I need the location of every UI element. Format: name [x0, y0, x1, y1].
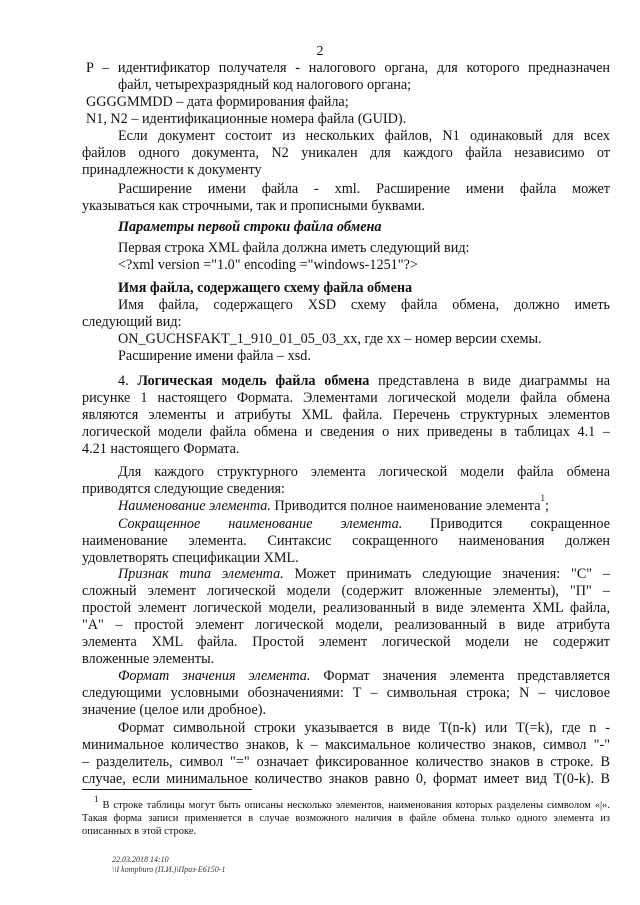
- logic-line-3: являются элементы и атрибуты XML файла. Перечень структурных элементов: [82, 407, 610, 423]
- type-line-4: "А" – простой элемент логической модели, реализованный в виде атрибута: [82, 617, 610, 633]
- name-item-italic: Наименование элемента.: [118, 498, 271, 514]
- symbol-format-line-3: – разделитель, символ "=" означает фиксированное количество знаков в строке. В: [82, 754, 610, 770]
- format-italic: Формат значения элемента.: [118, 668, 311, 684]
- info-line-2: приводятся следующие сведения:: [82, 481, 286, 497]
- name-item-rest: Приводится полное наименование элемента: [270, 498, 541, 514]
- short-word-5: сокращенное: [530, 516, 610, 532]
- symbol-format-line-4: случае, если минимальное количество знаков равно 0, формат имеет вид Т(0-k). В: [82, 771, 610, 787]
- name-item-line: [118, 493, 640, 515]
- short-word-4: Приводится: [430, 516, 503, 532]
- recipient-line-1: P – идентификатор получателя - налогового органа, для которого предназначен: [86, 60, 610, 76]
- schema-line-2: следующий вид:: [82, 314, 182, 330]
- schema-file-name: ON_GUCHSFAKT_1_910_01_05_03_xx, где хх – номер версии схемы.: [118, 331, 542, 347]
- format-line-1-rest: Формат значения элемента представляется: [310, 668, 610, 684]
- short-word-2: наименование: [228, 516, 313, 532]
- logic-line-1: [118, 373, 610, 390]
- extension-line-1: Расширение имени файла - xml. Расширение имени файла может: [118, 181, 610, 197]
- guid-line: N1, N2 – идентификационные номера файла (GUID).: [86, 111, 407, 127]
- print-stamp-date: 22.03.2018 14:10: [112, 855, 169, 864]
- footnote-line-1-text: В строке таблицы могут быть описаны несколько элементов, наименования которых разделены символом «|».: [98, 800, 610, 811]
- short-name-line-2: наименование элемента. Синтаксис сокращенного наименования должен: [82, 533, 610, 549]
- multi-file-line-3: принадлежности к документу: [82, 162, 262, 178]
- recipient-line-2: файл, четырехразрядный код налогового органа;: [118, 77, 412, 93]
- info-line-1: Для каждого структурного элемента логической модели файла обмена: [118, 464, 610, 480]
- page-number: 2: [316, 44, 324, 59]
- name-item-end: ;: [545, 498, 549, 514]
- short-name-line-3: удовлетворять спецификации XML.: [82, 550, 299, 566]
- type-line-2: сложный элемент логической модели (содержит вложенные элементы), "П" –: [82, 583, 610, 599]
- format-line-2: следующими условными обозначениями: Т – символьная строка; N – числовое: [82, 685, 610, 701]
- short-name-line-1: [118, 516, 610, 533]
- multi-file-line-1: Если документ состоит из нескольких файлов, N1 одинаковый для всех: [118, 128, 610, 144]
- format-line-1: [118, 668, 610, 685]
- logic-line-2: рисунке 1 настоящего Формата. Элементами логической модели файла обмена: [82, 390, 610, 406]
- symbol-format-line-1: Формат символьной строки указывается в виде Т(n-k) или Т(=k), где n -: [118, 720, 610, 736]
- footnote-line-2: Такая форма записи применяется в случае возможного наличия в файле обмена только одного элемента из: [82, 813, 610, 824]
- symbol-format-line-2: минимальное количество знаков, k – максимальное количество знаков, символ "-": [82, 737, 610, 753]
- footnote-divider: [82, 789, 252, 790]
- type-line-5: элемента XML файла. Простой элемент логической модели не содержит: [82, 634, 610, 650]
- schema-heading: Имя файла, содержащего схему файла обмена: [118, 280, 413, 296]
- date-line: GGGGMMDD – дата формирования файла;: [86, 94, 349, 110]
- logic-bold-term: Логическая модель файла обмена: [137, 373, 370, 389]
- type-line-1-rest: Может принимать следующие значения: "С" –: [283, 566, 610, 582]
- first-line-heading: Параметры первой строки файла обмена: [118, 219, 382, 235]
- schema-line-1: Имя файла, содержащего XSD схему файла обмена, должно иметь: [118, 297, 610, 313]
- type-line-6: вложенные элементы.: [82, 651, 215, 667]
- type-italic: Признак типа элемента.: [118, 566, 284, 582]
- short-word-3: элемента.: [340, 516, 403, 532]
- footnote-line-3: описанных в этой строке.: [82, 826, 197, 837]
- schema-extension: Расширение имени файла – xsd.: [118, 348, 311, 364]
- logic-line-5: 4.21 настоящего Формата.: [82, 441, 240, 457]
- print-stamp-path: \\I kompburo (П.И.)\Приз-Е6150-1: [112, 865, 226, 874]
- footnote-mark: 1: [94, 794, 99, 804]
- footnote-line-1: [94, 794, 610, 812]
- xml-declaration: <?xml version ="1.0" encoding ="windows-1251"?>: [118, 257, 418, 273]
- footnote-ref: 1: [540, 493, 546, 503]
- format-line-3: значение (целое или дробное).: [82, 702, 267, 718]
- logic-line-4: логической модели файла обмена и сведения о них приведены в таблицах 4.1 –: [82, 424, 610, 440]
- type-line-1: [118, 566, 610, 583]
- extension-line-2: указываться как строчными, так и прописными буквами.: [82, 198, 425, 214]
- logic-number: 4.: [118, 373, 138, 389]
- logic-line-1-rest: представлена в виде диаграммы на: [369, 373, 611, 389]
- multi-file-line-2: файлов одного документа, N2 уникален для каждого файла независимо от: [82, 145, 610, 161]
- short-word-1: Сокращенное: [118, 516, 201, 532]
- type-line-3: простой элемент логической модели, реализованный в виде элемента XML файла,: [82, 600, 610, 616]
- first-line-text: Первая строка XML файла должна иметь следующий вид:: [118, 240, 470, 256]
